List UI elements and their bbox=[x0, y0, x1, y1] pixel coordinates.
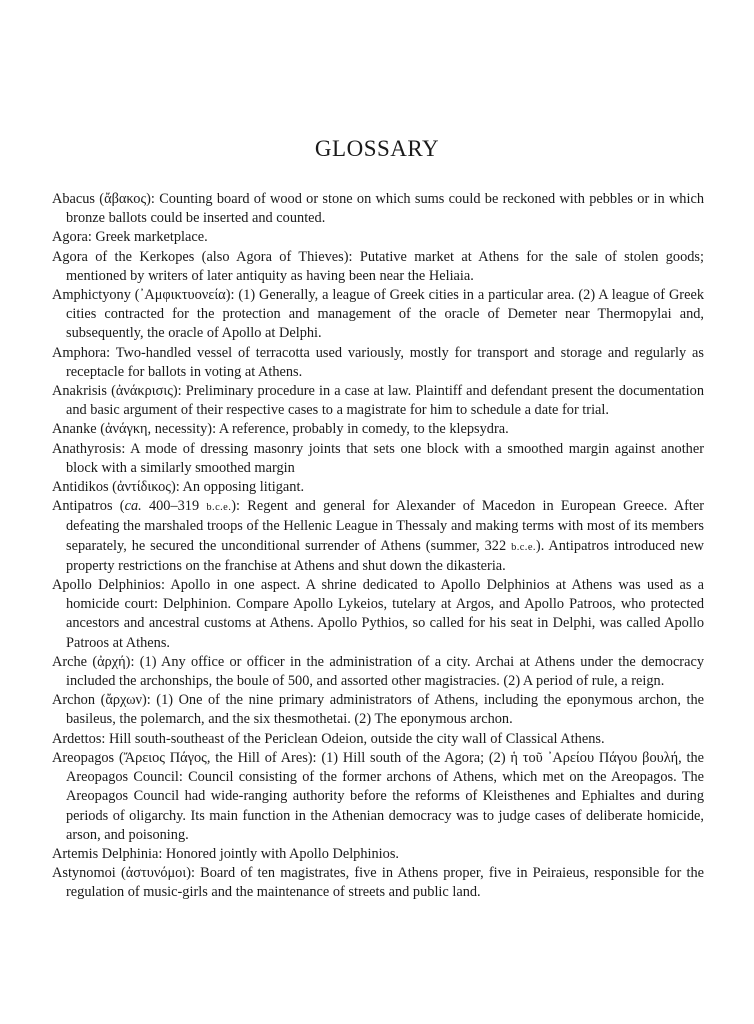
glossary-entry-archon: Archon (ἄρχων): (1) One of the nine primary administrators of Athens, including the eponymous archon, the basileus, the polemarch, and the six thesmothetai. (2) The eponymous archon. bbox=[52, 692, 704, 728]
antipatros-text-a: Antipatros ( bbox=[52, 498, 125, 515]
glossary-entry-antidikos: Antidikos (ἀντίδικος): An opposing litigant. bbox=[52, 479, 305, 496]
glossary-entry-astynomoi: Astynomoi (ἀστυνόμοι): Board of ten magistrates, five in Athens proper, five in Peiraieus, responsible for the regulation of music-girls and the maintenance of streets and public land. bbox=[52, 865, 704, 901]
glossary-entry-agora-of-the-kerkopes: Agora of the Kerkopes (also Agora of Thieves): Putative market at Athens for the sale of stolen goods; mentioned by writers of later antiquity as having been near the Heliaia. bbox=[52, 248, 704, 284]
glossary-entry-amphora: Amphora: Two-handled vessel of terracotta used variously, mostly for transport and storage and regularly as receptacle for ballots in voting at Athens. bbox=[52, 344, 704, 380]
antipatros-text-d: ). Antipatros introduced new property restrictions on the franchise at Athens and shut down the dikasteria. bbox=[66, 537, 705, 574]
glossary-entry-anakrisis: Anakrisis (ἀνάκρισις): Preliminary procedure in a case at law. Plaintiff and defendant present the documentation and basic argument of their respective cases to a magistrate for him to schedule a date for trial. bbox=[52, 383, 704, 419]
glossary-entry-agora: Agora: Greek marketplace. bbox=[52, 229, 208, 246]
glossary-entry-antipatros bbox=[52, 497, 704, 576]
glossary-entry-amphictyony: Amphictyony (᾿Αμφικτυονεία): (1) Generally, a league of Greek cities in a particular area. (2) A league of Greek cities contracted for the protection and management of the oracle of Demeter near Thermopylai and, subsequently, the oracle of Apollo at Delphi. bbox=[52, 287, 704, 342]
glossary-entry-arche: Arche (ἀρχή): (1) Any office or officer in the administration of a city. Archai at Athens under the democracy included the archonships, the boule of 500, and assorted other magistracies. (2) A period of rule, a reign. bbox=[52, 653, 704, 690]
glossary-entry-artemis-delphinia: Artemis Delphinia: Honored jointly with Apollo Delphinios. bbox=[52, 845, 400, 862]
antipatros-era-2: b.c.e. bbox=[511, 541, 536, 553]
glossary-entry-areopagos: Areopagos (Ἄρειος Πάγος, the Hill of Ares): (1) Hill south of the Agora; (2) ἡ τοῦ ᾿Αρείου Πάγου βουλή, the Areopagos Council: Council consisting of the former archons of Athens, which met on the Areopagos. The Areopagos Council had wide-ranging authority before the reforms of Kleisthenes and Ephialtes and during periods of oligarchy. Its main function in the Athenian democracy was to judge cases of deliberate homicide, arson, and poisoning. bbox=[52, 749, 704, 843]
glossary-entry-abacus: Abacus (ἄβακος): Counting board of wood or stone on which sums could be reckoned with pebbles or in which bronze ballots could be inserted and counted. bbox=[52, 191, 704, 227]
glossary-entry-anathyrosis: Anathyrosis: A mode of dressing masonry joints that sets one block with a smoothed margin against another block with a similarly smoothed margin bbox=[52, 440, 704, 476]
antipatros-era-1: b.c.e. bbox=[206, 502, 232, 514]
glossary-entry-ardettos: Ardettos: Hill south-southeast of the Periclean Odeion, outside the city wall of Classical Athens. bbox=[52, 730, 605, 747]
glossary-list bbox=[52, 190, 704, 903]
page-title: GLOSSARY bbox=[314, 136, 440, 161]
glossary-entry-apollo-delphinios: Apollo Delphinios: Apollo in one aspect. A shrine dedicated to Apollo Delphinios at Athens was used as a homicide court: Delphinion. Compare Apollo Lykeios, tutelary at Argos, and Apollo Patroos, who protected ancestors and ancestral customs at Athens. Apollo Pythios, so called for his seat in Delphi, was called Apollo Patroos at Athens. bbox=[52, 577, 704, 651]
antipatros-text-c: ): Regent and general for Alexander of Macedon in European Greece. After defeating the marshaled troops of the Hellenic League in Thessaly and making terms with most of its members separately, he secured the unconditional surrender of Athens (summer, 322 bbox=[66, 498, 705, 554]
antipatros-text-b: 400–319 bbox=[141, 498, 207, 515]
antipatros-circa: ca. bbox=[124, 498, 142, 515]
glossary-entry-ananke: Ananke (ἀνάγκη, necessity): A reference, probably in comedy, to the klepsydra. bbox=[52, 421, 509, 438]
